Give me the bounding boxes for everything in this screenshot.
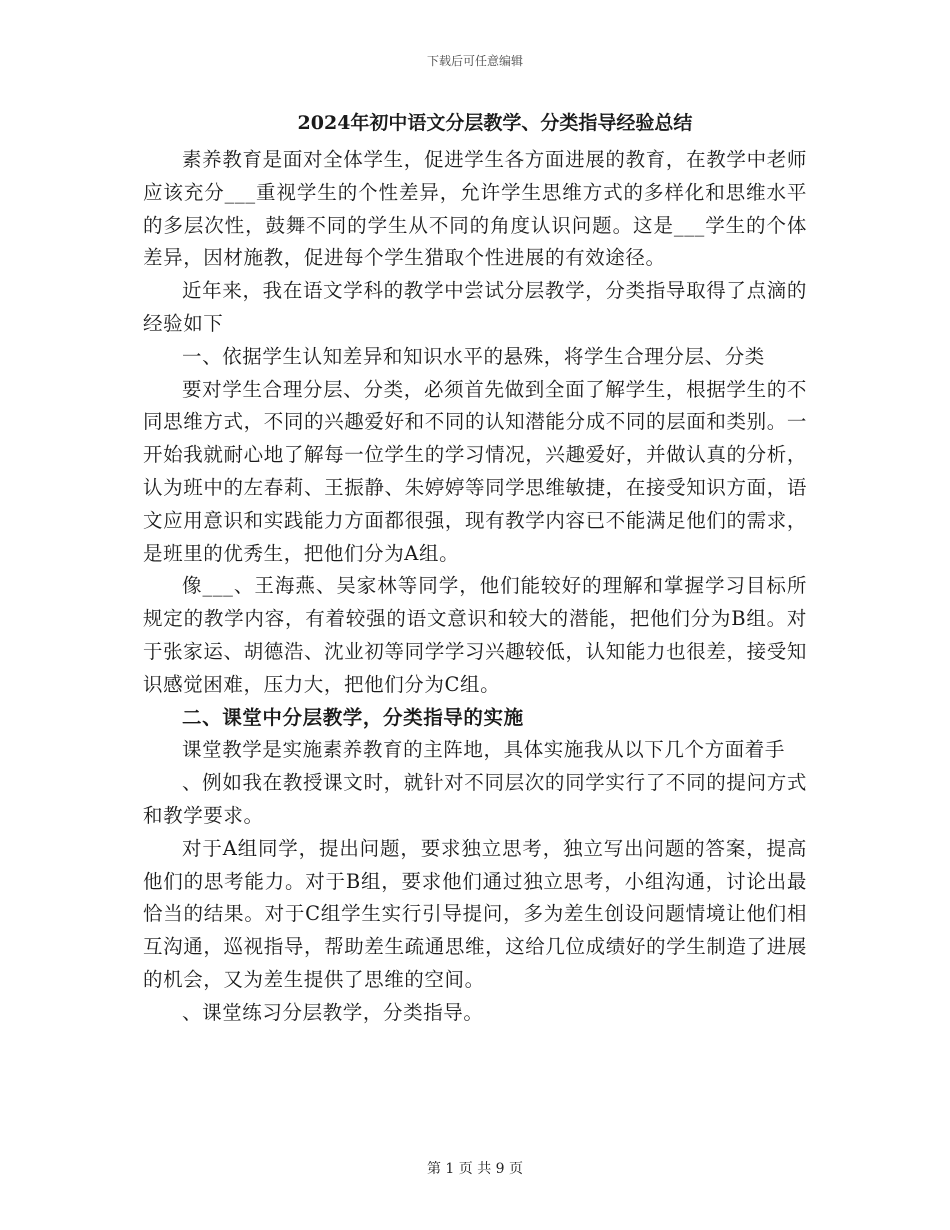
document-title: 2024年初中语文分层教学、分类指导经验总结 (297, 112, 693, 134)
document-body (143, 108, 807, 1030)
paragraph-classroom: 课堂教学是实施素养教育的主阵地，具体实施我从以下几个方面着手 (182, 738, 786, 762)
paragraph-recent-years: 近年来，我在语文学科的教学中尝试分层教学，分类指导取得了点滴的经验如下 (143, 279, 807, 335)
paragraph-questioning: 、例如我在教授课文时，就针对不同层次的同学实行了不同的提问方式和教学要求。 (143, 771, 807, 827)
paragraph-grouping-bc: 像___、王海燕、吴家林等同学，他们能较好的理解和掌握学习目标所规定的教学内容，有着较强的语文意识和较大的潜能，把他们分为B组。对于张家运、胡德浩、沈业初等同学学习兴趣较低，认知能力也很差，接受知识感觉困难，压力大，把他们分为C组。 (143, 574, 807, 696)
section-heading-one: 一、依据学生认知差异和知识水平的悬殊，将学生合理分层、分类 (182, 344, 765, 368)
page-footer: 第 1 页 共 9 页 (426, 1161, 524, 1177)
section-heading-two: 二、课堂中分层教学，分类指导的实施 (182, 705, 524, 729)
header-note: 下载后可任意编辑 (426, 54, 523, 68)
paragraph-intro: 素养教育是面对全体学生，促进学生各方面进展的教育，在教学中老师应该充分___重视学生的个性差异，允许学生思维方式的多样化和思维水平的多层次性，鼓舞不同的学生从不同的角度认识问题。这是___学生的个体差异，因材施教，促进每个学生猎取个性进展的有效途径。 (143, 148, 807, 270)
paragraph-grouping-a: 要对学生合理分层、分类，必须首先做到全面了解学生，根据学生的不同思维方式，不同的兴趣爱好和不同的认知潜能分成不同的层面和类别。一开始我就耐心地了解每一位学生的学习情况，兴趣爱好，并做认真的分析，认为班中的左春莉、王振静、朱婷婷等同学思维敏捷，在接受知识方面，语文应用意识和实践能力方面都很强，现有教学内容已不能满足他们的需求，是班里的优秀生，把他们分为A组。 (143, 377, 807, 565)
paragraph-group-methods: 对于A组同学，提出问题，要求独立思考，独立写出问题的答案，提高他们的思考能力。对于B组，要求他们通过独立思考，小组沟通，讨论出最恰当的结果。对于C组学生实行引导提问，多为差生创设问题情境让他们相互沟通，巡视指导，帮助差生疏通思维，这给几位成绩好的学生制造了进展的机会，又为差生提供了思维的空间。 (143, 836, 807, 991)
paragraph-exercises: 、课堂练习分层教学，分类指导。 (182, 1000, 484, 1024)
